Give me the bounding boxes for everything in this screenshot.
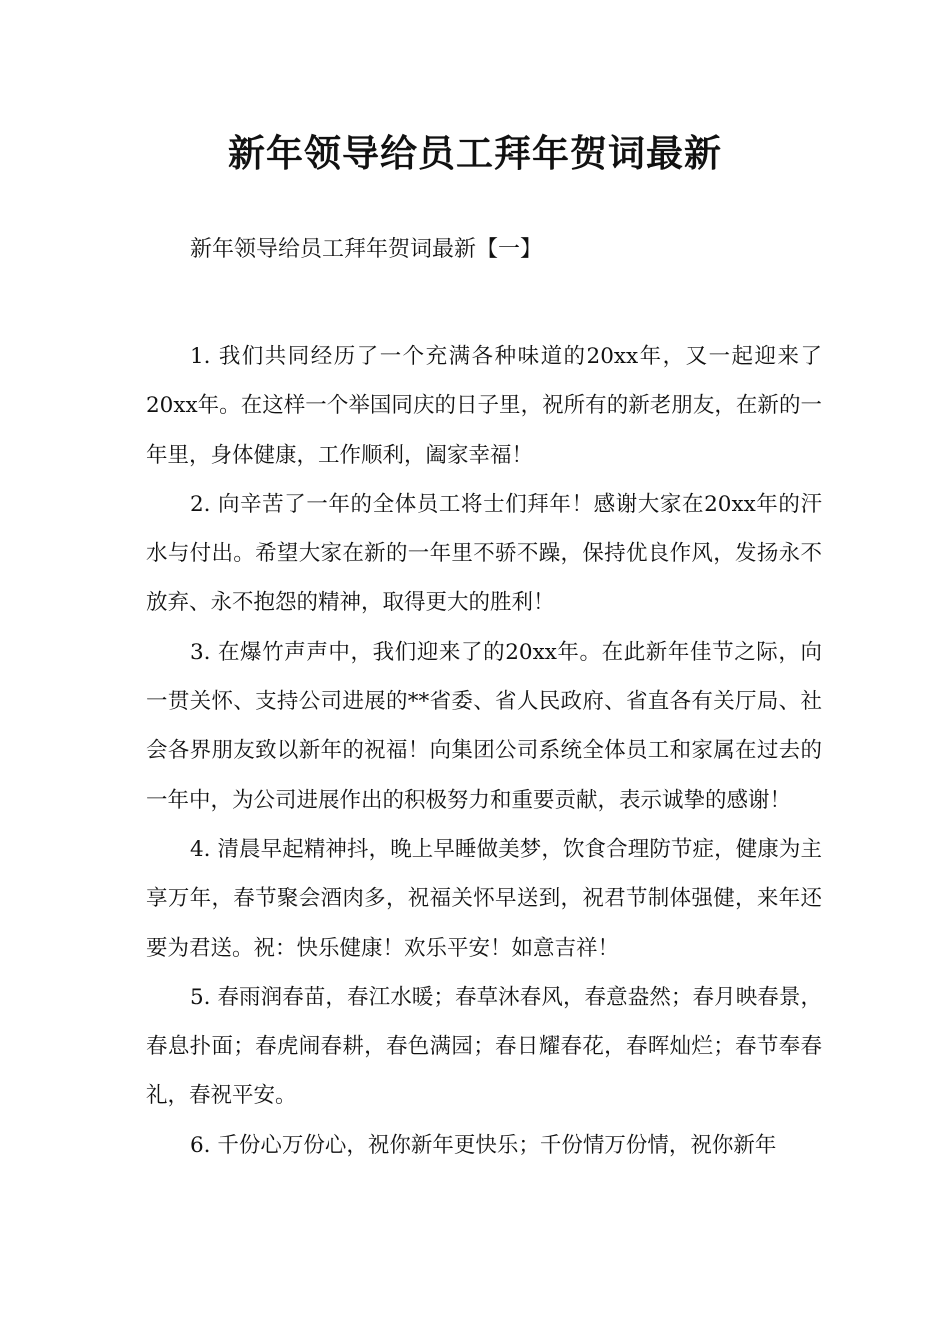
document-body — [146, 332, 822, 1170]
document-title: 新年领导给员工拜年贺词最新 — [228, 131, 722, 175]
paragraph-5: 5. 春雨润春苗，春江水暖；春草沐春风，春意盎然；春月映春景，春息扑面；春虎闹春耕，春色满园；春日耀春花，春晖灿烂；春节奉春礼，春祝平安。 — [146, 984, 822, 1109]
paragraph-6: 6. 千份心万份心，祝你新年更快乐；千份情万份情，祝你新年 — [190, 1132, 777, 1158]
section-heading: 新年领导给员工拜年贺词最新【一】 — [190, 237, 543, 262]
paragraph-3: 3. 在爆竹声声中，我们迎来了的20xx年。在此新年佳节之际，向一贯关怀、支持公司进展的**省委、省人民政府、省直各有关厅局、社会各界朋友致以新年的祝福！向集团公司系统全体员工和家属在过去的一年中，为公司进展作出的积极努力和重要贡献，表示诚挚的感谢！ — [146, 639, 822, 813]
paragraph-2: 2. 向辛苦了一年的全体员工将士们拜年！感谢大家在20xx年的汗水与付出。希望大家在新的一年里不骄不躁，保持优良作风，发扬永不放弃、永不抱怨的精神，取得更大的胜利！ — [146, 491, 822, 616]
paragraph-1: 1. 我们共同经历了一个充满各种味道的20xx年，又一起迎来了20xx年。在这样一个举国同庆的日子里，祝所有的新老朋友，在新的一年里，身体健康，工作顺利，阖家幸福！ — [146, 344, 822, 468]
paragraph-4: 4. 清晨早起精神抖，晚上早睡做美梦，饮食合理防节症，健康为主享万年，春节聚会酒肉多，祝福关怀早送到，祝君节制体强健，来年还要为君送。祝：快乐健康！欢乐平安！如意吉祥！ — [146, 836, 822, 961]
